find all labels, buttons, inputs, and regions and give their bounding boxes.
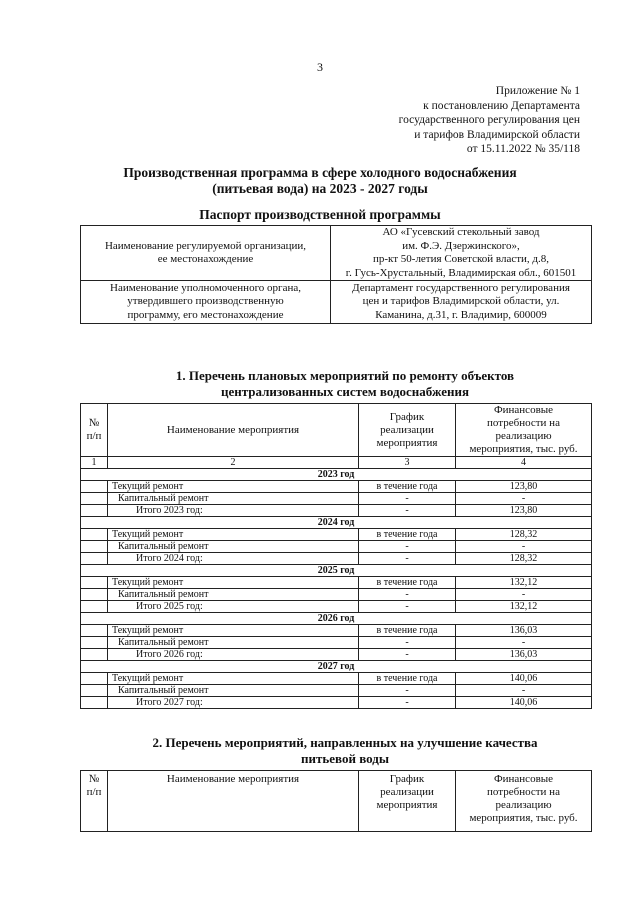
passport-table: [80, 225, 592, 324]
year-row: 2024 год: [81, 517, 592, 529]
total-row: Итого 2024 год: - 128,32: [81, 553, 592, 565]
year-row: 2025 год: [81, 565, 592, 577]
appendix-line: к постановлению Департамента: [423, 99, 580, 112]
total-row: Итого 2025 год: - 132,12: [81, 601, 592, 613]
repair-plan-table: [80, 403, 592, 709]
title-line: Производственная программа в сфере холодного водоснабжения: [123, 165, 517, 180]
appendix-line: и тарифов Владимирской области: [414, 128, 580, 141]
table-row: Текущий ремонт в течение года 128,32: [81, 529, 592, 541]
header-schedule: График реализации мероприятия: [359, 404, 456, 457]
table-header-row: [81, 404, 592, 457]
passport-label: Наименование регулируемой организации, ее местонахождение: [81, 226, 331, 281]
header-num: № п/п: [81, 771, 108, 832]
year-row: 2027 год: [81, 661, 592, 673]
table-row: Капитальный ремонт - -: [81, 685, 592, 697]
table-header-row: [81, 771, 592, 832]
section1-title: 1. Перечень плановых мероприятий по ремонту объектов централизованных систем водоснабжения: [175, 368, 515, 399]
header-finance: Финансовые потребности на реализацию мероприятия, тыс. руб.: [456, 771, 592, 832]
page-number: 3: [317, 60, 323, 74]
passport-row: [81, 226, 592, 281]
total-row: Итого 2027 год: - 140,06: [81, 697, 592, 709]
passport-value: АО «Гусевский стекольный завод им. Ф.Э. Дзержинского», пр-кт 50-летия Советской власти, д.8, г. Гусь-Хрустальный, Владимирская обл., 601501: [331, 226, 592, 281]
table-row: Капитальный ремонт - -: [81, 493, 592, 505]
title-line: (питьевая вода) на 2023 - 2027 годы: [212, 181, 428, 196]
section2-title: 2. Перечень мероприятий, направленных на улучшение качества питьевой воды: [152, 735, 538, 766]
appendix-line: от 15.11.2022 № 35/118: [466, 143, 580, 155]
passport-value: Департамент государственного регулирования цен и тарифов Владимирской области, ул. Каманина, д.31, г. Владимир, 600009: [331, 281, 592, 324]
total-row: Итого 2026 год: - 136,03: [81, 649, 592, 661]
appendix-line: Приложение № 1: [495, 85, 580, 97]
table-row: Текущий ремонт в течение года 140,06: [81, 673, 592, 685]
document-title: [0, 165, 640, 197]
total-row: Итого 2023 год: - 123,80: [81, 505, 592, 517]
header-schedule: График реализации мероприятия: [359, 771, 456, 832]
passport-label: Наименование уполномоченного органа, утвердившего производственную программу, его местонахождение: [81, 281, 331, 324]
table-row: Капитальный ремонт - -: [81, 637, 592, 649]
appendix-block: [340, 84, 580, 157]
table-row: Текущий ремонт в течение года 123,80: [81, 481, 592, 493]
table-row: Текущий ремонт в течение года 132,12: [81, 577, 592, 589]
table-row: Текущий ремонт в течение года 136,03: [81, 625, 592, 637]
header-name: Наименование мероприятия: [108, 404, 359, 457]
year-row: 2023 год: [81, 469, 592, 481]
year-row: 2026 год: [81, 613, 592, 625]
appendix-line: государственного регулирования цен: [398, 114, 580, 126]
table-row: Капитальный ремонт - -: [81, 589, 592, 601]
header-name: Наименование мероприятия: [108, 771, 359, 832]
header-num: № п/п: [81, 404, 108, 457]
header-finance: Финансовые потребности на реализацию мероприятия, тыс. руб.: [456, 404, 592, 457]
passport-title: Паспорт производственной программы: [199, 207, 441, 222]
passport-row: [81, 281, 592, 324]
column-index-row: 1 2 3 4: [81, 457, 592, 469]
table-row: Капитальный ремонт - -: [81, 541, 592, 553]
water-quality-table: [80, 770, 592, 832]
